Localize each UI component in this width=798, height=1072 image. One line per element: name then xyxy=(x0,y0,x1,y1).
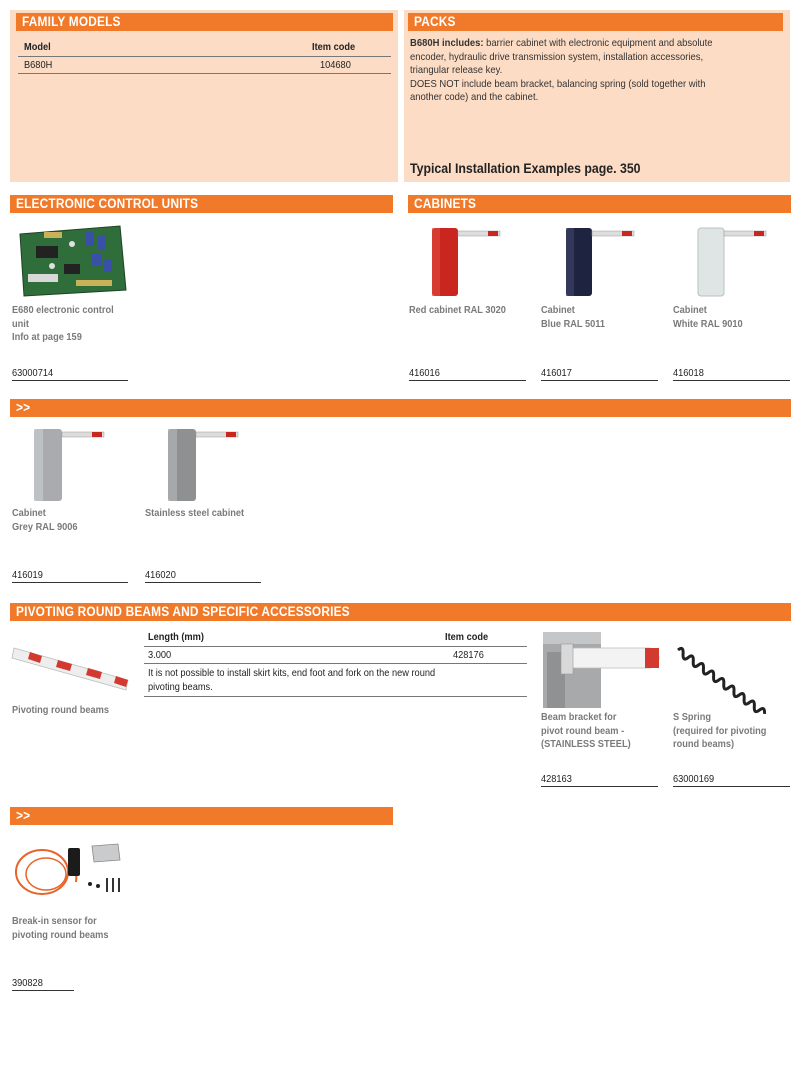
spring-description: S Spring (required for pivoting round beams) xyxy=(673,711,767,750)
table-divider xyxy=(18,73,391,74)
beam-note: It is not possible to install skirt kits, end foot and fork on the new round pivoting beams. xyxy=(148,667,436,693)
grey-cabinet-code: 416019 xyxy=(12,569,128,583)
round-beam-image xyxy=(12,640,130,696)
red-cabinet-image xyxy=(426,224,502,298)
white-cabinet-code: 416018 xyxy=(673,367,790,381)
white-cabinet-description: Cabinet White RAL 9010 xyxy=(673,304,743,330)
beam-bracket-image xyxy=(541,628,659,708)
circuit-board-image xyxy=(16,224,128,298)
packs-header: PACKS xyxy=(408,13,783,31)
family-models-header: FAMILY MODELS xyxy=(16,13,393,31)
break-in-sensor-description: Break-in sensor for pivoting round beams xyxy=(12,915,109,941)
stainless-cabinet-image xyxy=(162,425,240,503)
beam-bracket-code: 428163 xyxy=(541,773,658,787)
table-divider xyxy=(144,696,527,697)
packs-bold-lead: B680H includes: xyxy=(410,37,484,49)
ecu-header: ELECTRONIC CONTROL UNITS xyxy=(10,195,393,213)
table-divider xyxy=(144,663,527,664)
round-beam-label: Pivoting round beams xyxy=(12,704,110,716)
blue-cabinet-image xyxy=(560,224,636,298)
ecu-item-code: 63000714 xyxy=(12,367,128,381)
beam-item-code-column-header: Item code xyxy=(445,631,489,643)
more-cabinets-header: >> xyxy=(10,399,791,417)
packs-description: B680H includes: barrier cabinet with electronic equipment and absolute encoder, hydraulic drive transmission system, installation accessories, triangular release key. DOES NOT include beam bracket, balancing spring (sold together with another code) and the cabinet. xyxy=(410,37,713,103)
grey-cabinet-description: Cabinet Grey RAL 9006 xyxy=(12,507,78,533)
stainless-cabinet-description: Stainless steel cabinet xyxy=(145,507,245,519)
beam-bracket-description: Beam bracket for pivot round beam - (STAINLESS STEEL) xyxy=(541,711,631,750)
spring-image xyxy=(676,644,786,690)
item-code-cell: 104680 xyxy=(320,59,351,71)
length-cell: 3.000 xyxy=(148,649,172,661)
break-in-sensor-code: 390828 xyxy=(12,977,74,991)
beams-header: PIVOTING ROUND BEAMS AND SPECIFIC ACCESSORIES xyxy=(10,603,791,621)
model-column-header: Model xyxy=(24,41,51,53)
item-code-column-header: Item code xyxy=(312,41,356,53)
red-cabinet-description: Red cabinet RAL 3020 xyxy=(409,304,506,316)
length-column-header: Length (mm) xyxy=(148,631,204,643)
blue-cabinet-description: Cabinet Blue RAL 5011 xyxy=(541,304,606,330)
sensor-section-header: >> xyxy=(10,807,393,825)
grey-cabinet-image xyxy=(28,425,106,503)
family-models-panel xyxy=(10,10,398,182)
cabinets-header: CABINETS xyxy=(408,195,791,213)
table-divider xyxy=(18,56,391,57)
break-in-sensor-image xyxy=(12,838,128,902)
ecu-description: E680 electronic control unit Info at page 159 xyxy=(12,304,114,343)
spring-code: 63000169 xyxy=(673,773,790,787)
blue-cabinet-code: 416017 xyxy=(541,367,658,381)
white-cabinet-image xyxy=(692,224,768,298)
stainless-cabinet-code: 416020 xyxy=(145,569,261,583)
model-cell: B680H xyxy=(24,59,53,71)
table-divider xyxy=(144,646,527,647)
typical-installation-link: Typical Installation Examples page. 350 xyxy=(410,160,641,176)
red-cabinet-code: 416016 xyxy=(409,367,526,381)
beam-item-code-cell: 428176 xyxy=(453,649,484,661)
